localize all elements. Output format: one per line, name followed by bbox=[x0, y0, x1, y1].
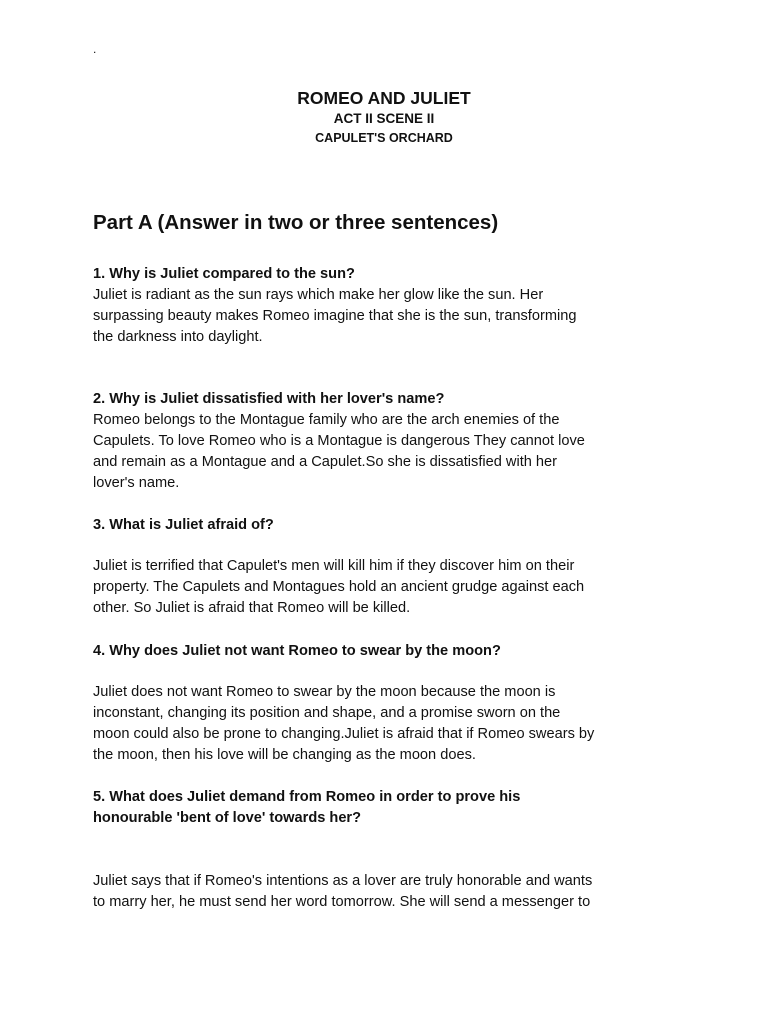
question-2 bbox=[93, 389, 683, 410]
question-line: 2. Why is Juliet dissatisfied with her lover's name? bbox=[93, 391, 445, 407]
question-line: 1. Why is Juliet compared to the sun? bbox=[93, 266, 355, 282]
question-line: 3. What is Juliet afraid of? bbox=[93, 517, 274, 533]
answer-line: Juliet does not want Romeo to swear by the moon because the moon is bbox=[93, 684, 556, 700]
answer-1 bbox=[93, 285, 678, 348]
answer-line: to marry her, he must send her word tomorrow. She will send a messenger to bbox=[93, 894, 591, 910]
question-3 bbox=[93, 515, 683, 536]
answer-line: lover's name. bbox=[93, 475, 180, 491]
question-1 bbox=[93, 264, 683, 285]
answer-2 bbox=[93, 410, 678, 494]
question-line: 5. What does Juliet demand from Romeo in order to prove his bbox=[93, 789, 521, 805]
question-5 bbox=[93, 787, 683, 829]
answer-line: Romeo belongs to the Montague family who are the arch enemies of the bbox=[93, 412, 560, 428]
answer-line: inconstant, changing its position and shape, and a promise sworn on the bbox=[93, 705, 561, 721]
answer-line: and remain as a Montague and a Capulet.So she is dissatisfied with her bbox=[93, 454, 558, 470]
answer-line: the darkness into daylight. bbox=[93, 329, 263, 345]
answer-line: Juliet says that if Romeo's intentions as a lover are truly honorable and wants bbox=[93, 873, 593, 889]
answer-line: Juliet is radiant as the sun rays which make her glow like the sun. Her bbox=[93, 287, 544, 303]
document-title: ROMEO AND JULIET bbox=[297, 88, 471, 108]
answer-4 bbox=[93, 682, 678, 766]
act-scene-subtitle: ACT II SCENE II bbox=[333, 111, 435, 126]
question-line: 4. Why does Juliet not want Romeo to swear by the moon? bbox=[93, 643, 501, 659]
answer-line: the moon, then his love will be changing as the moon does. bbox=[93, 747, 476, 763]
answer-line: moon could also be prone to changing.Juliet is afraid that if Romeo swears by bbox=[93, 726, 595, 742]
stray-dot: . bbox=[93, 42, 97, 56]
answer-line: Capulets. To love Romeo who is a Montague is dangerous They cannot love bbox=[93, 433, 585, 449]
scene-location: CAPULET'S ORCHARD bbox=[315, 131, 453, 145]
answer-line: surpassing beauty makes Romeo imagine that she is the sun, transforming bbox=[93, 308, 577, 324]
question-4 bbox=[93, 641, 683, 662]
question-line: honourable 'bent of love' towards her? bbox=[93, 810, 362, 826]
answer-line: property. The Capulets and Montagues hold an ancient grudge against each bbox=[93, 579, 585, 595]
answer-3 bbox=[93, 556, 678, 619]
answer-5 bbox=[93, 871, 678, 913]
answer-line: Juliet is terrified that Capulet's men will kill him if they discover him on their bbox=[93, 558, 575, 574]
part-heading: Part A (Answer in two or three sentences) bbox=[93, 211, 499, 234]
answer-line: other. So Juliet is afraid that Romeo will be killed. bbox=[93, 600, 411, 616]
